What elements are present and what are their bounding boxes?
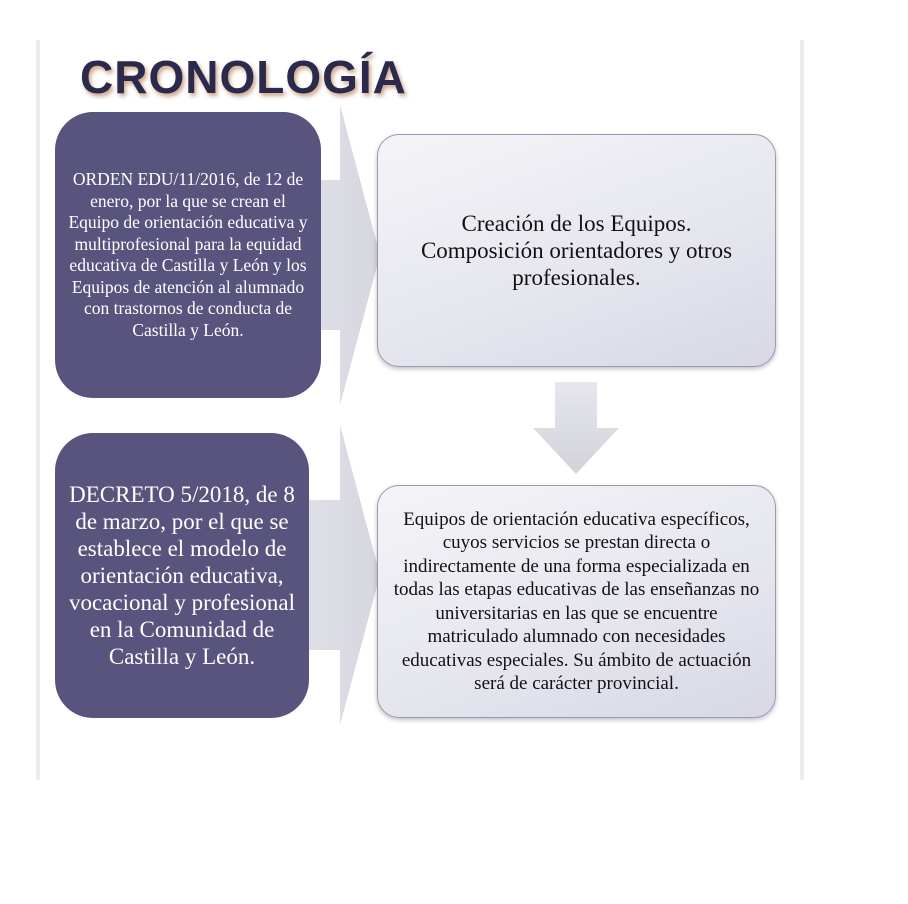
decreto-text: DECRETO 5/2018, de 8 de marzo, por el que se establece el modelo de orientación educativa, vocacional y profesional en la Comunidad de Castilla y León. — [68, 482, 296, 669]
equipos-especificos-box — [377, 485, 776, 718]
equipos-especificos-text: Equipos de orientación educativa específicos, cuyos servicios se prestan directa o indirectamente de una forma especializada en todas las etapas educativas de las enseñanzas no universitarias en las que se encuentre matriculado alumnado con necesidades educativas especiales. Su ámbito de actuación será de carácter provincial. — [393, 508, 760, 694]
orden-edu-box — [55, 112, 321, 398]
orden-edu-text: ORDEN EDU/11/2016, de 12 de enero, por la que se crean el Equipo de orientación educativa y multiprofesional para la equidad educativa de Castilla y León y los Equipos de atención al alumnado con trastornos de conducta de Castilla y León. — [68, 169, 308, 340]
creacion-equipos-box — [377, 134, 776, 367]
left-edge-line — [36, 40, 40, 780]
decreto-box — [55, 433, 309, 718]
creacion-equipos-text: Creación de los Equipos. Composición orientadores y otros profesionales. — [420, 211, 733, 290]
page-title: CRONOLOGÍA — [80, 51, 407, 103]
right-edge-line — [800, 40, 804, 780]
arrow-down — [533, 382, 619, 474]
